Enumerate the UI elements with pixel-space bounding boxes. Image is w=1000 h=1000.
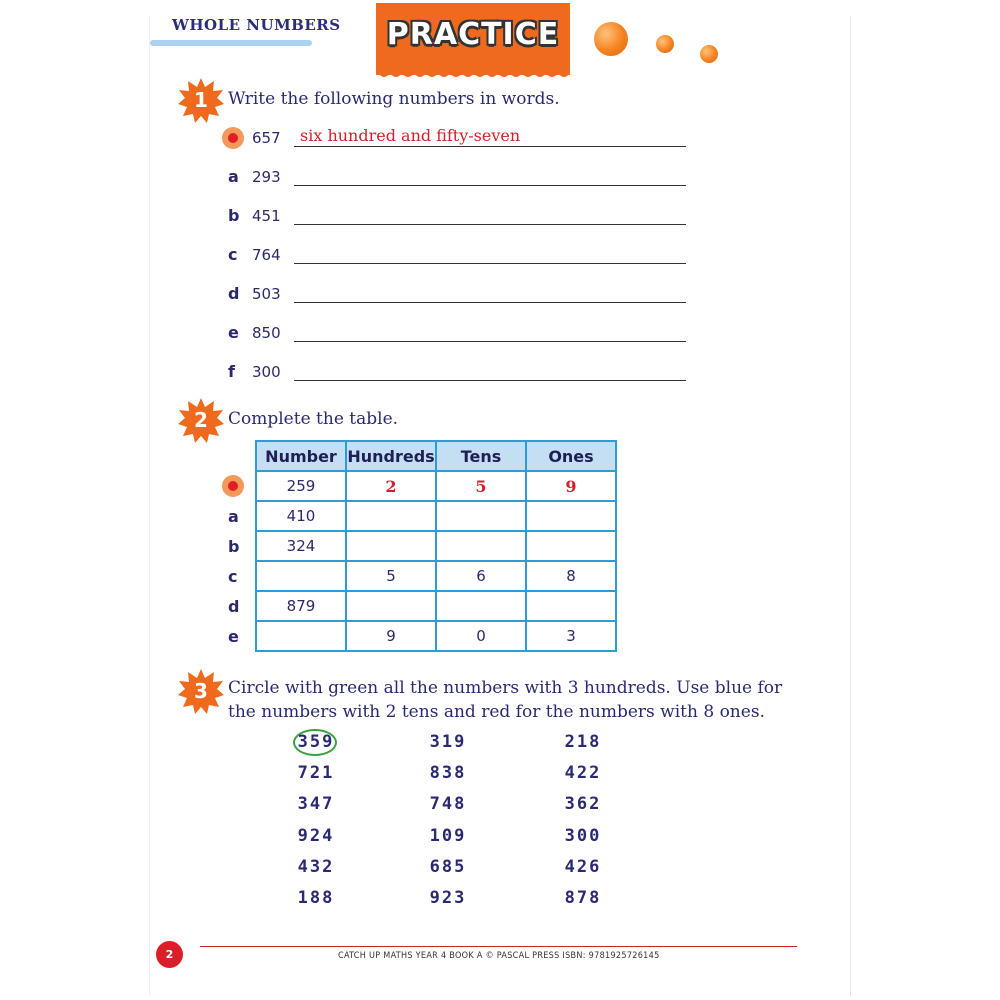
number-item[interactable]: 748 bbox=[429, 794, 467, 814]
q1-item-letter: b bbox=[228, 206, 240, 225]
table-cell[interactable]: 9 bbox=[346, 621, 436, 651]
number-item[interactable]: 924 bbox=[297, 826, 335, 846]
table-cell[interactable] bbox=[436, 591, 526, 621]
q1-item-letter: e bbox=[228, 323, 239, 342]
number-item[interactable]: 838 bbox=[429, 763, 467, 783]
practice-banner-text: PRACTICE bbox=[386, 17, 560, 52]
table-header-hundreds: Hundreds bbox=[346, 441, 436, 471]
table-cell[interactable] bbox=[436, 531, 526, 561]
table-cell[interactable] bbox=[526, 531, 616, 561]
banner-wavy-edge bbox=[376, 69, 570, 81]
number-item[interactable]: 422 bbox=[564, 763, 602, 783]
number-item[interactable]: 359 bbox=[297, 732, 335, 752]
table-cell-answer: 2 bbox=[346, 471, 436, 501]
q1-item-e bbox=[0, 323, 1000, 353]
question-2-number: 2 bbox=[194, 408, 208, 432]
table-header-tens: Tens bbox=[436, 441, 526, 471]
number-item[interactable]: 721 bbox=[297, 763, 335, 783]
q1-answer-line[interactable] bbox=[294, 302, 686, 303]
q1-item-value: 850 bbox=[252, 324, 281, 342]
question-1-instruction: Write the following numbers in words. bbox=[228, 89, 560, 109]
number-item[interactable]: 188 bbox=[297, 888, 335, 908]
q1-item-letter: f bbox=[228, 362, 235, 381]
table-cell[interactable] bbox=[526, 591, 616, 621]
footer-text: CATCH UP MATHS YEAR 4 BOOK A © PASCAL PRESS ISBN: 9781925726145 bbox=[338, 951, 660, 961]
section-underline bbox=[150, 40, 312, 46]
number-item[interactable]: 109 bbox=[429, 826, 467, 846]
footer-rule bbox=[200, 946, 797, 947]
table-cell-answer: 5 bbox=[436, 471, 526, 501]
number-item[interactable]: 362 bbox=[564, 794, 602, 814]
number-item[interactable]: 300 bbox=[564, 826, 602, 846]
q1-item-value: 293 bbox=[252, 168, 281, 186]
table-cell[interactable] bbox=[346, 531, 436, 561]
table-example-row bbox=[256, 471, 616, 501]
decor-dot-large bbox=[594, 22, 628, 56]
table-row bbox=[256, 621, 616, 651]
table-row-letter: b bbox=[228, 537, 240, 556]
table-header-row bbox=[256, 441, 616, 471]
number-item[interactable]: 426 bbox=[564, 857, 602, 877]
q1-item-letter: d bbox=[228, 284, 240, 303]
question-3-instruction-line-2: the numbers with 2 tens and red for the numbers with 8 ones. bbox=[228, 702, 765, 722]
table-cell[interactable]: 3 bbox=[526, 621, 616, 651]
q1-item-b bbox=[0, 206, 1000, 236]
q1-item-c bbox=[0, 245, 1000, 275]
q1-answer-line[interactable] bbox=[294, 341, 686, 342]
question-1-number: 1 bbox=[194, 88, 208, 112]
q1-answer-line[interactable] bbox=[294, 380, 686, 381]
table-cell[interactable] bbox=[436, 501, 526, 531]
table-row bbox=[256, 531, 616, 561]
q1-item-value: 300 bbox=[252, 363, 281, 381]
decor-dot-medium bbox=[656, 35, 674, 53]
q1-item-d bbox=[0, 284, 1000, 314]
table-cell[interactable] bbox=[256, 621, 346, 651]
table-cell[interactable] bbox=[346, 501, 436, 531]
q1-example-row bbox=[0, 128, 1000, 158]
q1-example-answer-line bbox=[294, 146, 686, 147]
table-header-ones: Ones bbox=[526, 441, 616, 471]
table-cell[interactable]: 8 bbox=[526, 561, 616, 591]
table-cell[interactable]: 6 bbox=[436, 561, 526, 591]
q1-item-value: 764 bbox=[252, 246, 281, 264]
question-3-instruction-line-1: Circle with green all the numbers with 3 hundreds. Use blue for bbox=[228, 678, 783, 698]
question-2-badge bbox=[178, 397, 224, 443]
table-cell[interactable] bbox=[256, 561, 346, 591]
question-3-number: 3 bbox=[194, 679, 208, 703]
place-value-table bbox=[255, 440, 617, 652]
q1-item-letter: c bbox=[228, 245, 238, 264]
q1-item-letter: a bbox=[228, 167, 239, 186]
section-title: WHOLE NUMBERS bbox=[172, 16, 341, 34]
table-row-letter: e bbox=[228, 627, 239, 646]
table-row bbox=[256, 591, 616, 621]
table-row-letter: a bbox=[228, 507, 239, 526]
number-item[interactable]: 923 bbox=[429, 888, 467, 908]
table-cell-answer: 9 bbox=[526, 471, 616, 501]
table-cell: 259 bbox=[256, 471, 346, 501]
q1-item-value: 503 bbox=[252, 285, 281, 303]
table-cell[interactable] bbox=[526, 501, 616, 531]
table-header-number: Number bbox=[256, 441, 346, 471]
q1-item-a bbox=[0, 167, 1000, 197]
table-cell[interactable]: 879 bbox=[256, 591, 346, 621]
example-marker-icon bbox=[222, 127, 244, 149]
q1-answer-line[interactable] bbox=[294, 185, 686, 186]
table-cell[interactable]: 0 bbox=[436, 621, 526, 651]
practice-banner bbox=[376, 3, 570, 75]
q1-item-f bbox=[0, 362, 1000, 392]
q1-answer-line[interactable] bbox=[294, 263, 686, 264]
number-item[interactable]: 878 bbox=[564, 888, 602, 908]
example-marker-icon bbox=[222, 475, 244, 497]
table-row bbox=[256, 561, 616, 591]
table-cell[interactable]: 410 bbox=[256, 501, 346, 531]
page-number: 2 bbox=[156, 941, 183, 968]
q1-item-value: 451 bbox=[252, 207, 281, 225]
table-row-letter: c bbox=[228, 567, 238, 586]
number-item[interactable]: 432 bbox=[297, 857, 335, 877]
decor-dot-small bbox=[700, 45, 718, 63]
number-item[interactable]: 685 bbox=[429, 857, 467, 877]
number-item[interactable]: 218 bbox=[564, 732, 602, 752]
question-1-badge bbox=[178, 77, 224, 123]
table-cell[interactable]: 5 bbox=[346, 561, 436, 591]
table-row bbox=[256, 501, 616, 531]
q1-example-answer: six hundred and fifty-seven bbox=[300, 126, 521, 145]
number-item[interactable]: 347 bbox=[297, 794, 335, 814]
question-2-instruction: Complete the table. bbox=[228, 409, 399, 429]
q1-example-value: 657 bbox=[252, 129, 281, 147]
question-3-badge bbox=[178, 668, 224, 714]
table-row-letter: d bbox=[228, 597, 240, 616]
table-cell[interactable]: 324 bbox=[256, 531, 346, 561]
table-cell[interactable] bbox=[346, 591, 436, 621]
number-item[interactable]: 319 bbox=[429, 732, 467, 752]
q1-answer-line[interactable] bbox=[294, 224, 686, 225]
